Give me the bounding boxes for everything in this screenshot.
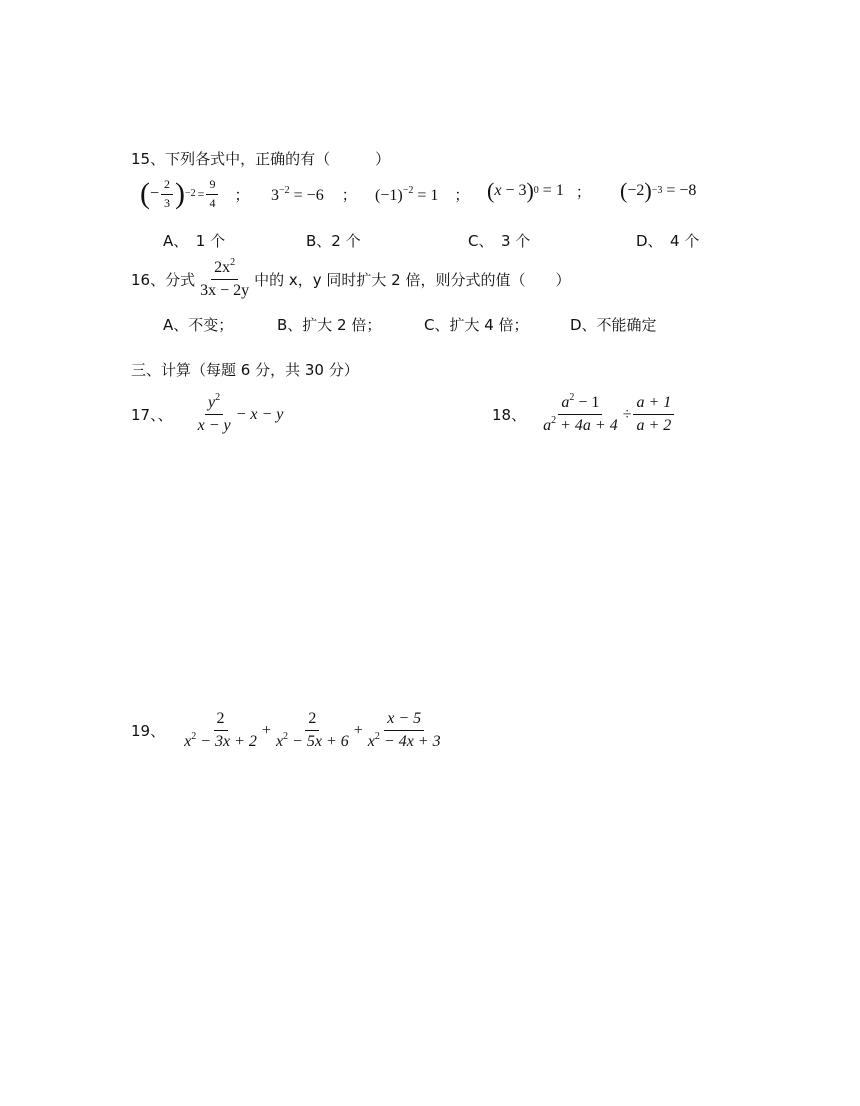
base: 3 <box>271 187 279 204</box>
q15-expr-4: ( x − 3 ) 0 = 1 ； <box>487 178 591 203</box>
q15-expr-5: ( −2 ) −3 = −8 <box>620 178 697 203</box>
q18 <box>492 394 676 436</box>
base: −2 <box>627 182 645 199</box>
minus-sign: − <box>150 185 160 203</box>
exponent: 2 <box>230 257 236 268</box>
q17-label: 17、、 <box>131 406 173 425</box>
q15-option-d: D、 4 个 <box>636 232 700 250</box>
numerator: 2x <box>214 259 231 276</box>
right-paren: ) <box>644 178 652 203</box>
denominator-rest: + 4a + 4 <box>556 417 618 435</box>
q18-fraction-1 <box>540 394 621 436</box>
q16-suffix: 中的 x，y 同时扩大 2 倍，则分式的值（ ） <box>254 271 571 290</box>
exponent: 2 <box>283 731 289 743</box>
denominator: x − y <box>197 417 231 435</box>
denominator: 3 <box>164 195 171 210</box>
exponent: 2 <box>215 392 221 403</box>
base: (−1) <box>375 187 403 204</box>
rhs: = −8 <box>666 182 697 199</box>
variable-x: x <box>367 733 375 751</box>
fraction-nine-fourths <box>206 178 218 211</box>
rhs: = 1 <box>542 182 564 199</box>
q17 <box>131 394 283 436</box>
variable-y: y <box>208 394 216 411</box>
numerator: 9 <box>206 178 218 195</box>
denominator: 3x − 2y <box>200 282 250 300</box>
q16-prefix: 16、分式 <box>131 271 196 290</box>
q16-option-c: C、扩大 4 倍； <box>424 316 529 334</box>
left-paren: ( <box>487 178 495 203</box>
separator: ； <box>234 185 250 204</box>
q15-expr-2 <box>271 184 357 205</box>
base-rest: − 3 <box>501 182 527 199</box>
equals-sign: = <box>197 186 205 201</box>
plus-sign: + <box>261 721 271 739</box>
right-paren: ) <box>526 178 534 203</box>
q15-stem: 15、下列各式中，正确的有（ ） <box>131 150 391 168</box>
q15-option-a: A、 1 个 <box>163 232 226 250</box>
exponent: −2 <box>279 185 290 196</box>
q19-fraction-3 <box>365 710 444 752</box>
numerator-rest: − 1 <box>574 394 600 411</box>
q19-fraction-2 <box>273 710 352 752</box>
variable-x: x <box>494 182 502 199</box>
variable-x: x <box>184 733 192 751</box>
exponent: −2 <box>402 185 414 196</box>
exponent: 2 <box>191 731 197 743</box>
q16-option-d: D、不能确定 <box>570 316 657 334</box>
q16-option-b: B、扩大 2 倍； <box>277 316 382 334</box>
right-paren: ) <box>175 177 186 211</box>
q17-tail: − x − y <box>235 405 284 423</box>
rhs: = −6 <box>293 187 324 204</box>
numerator: x − 5 <box>384 710 424 731</box>
denominator-rest: − 3x + 2 <box>196 733 257 751</box>
q15-option-b: B、2 个 <box>306 232 361 250</box>
q19 <box>131 710 446 752</box>
q16-stem <box>131 259 571 301</box>
separator: ； <box>341 186 357 204</box>
denominator: 4 <box>209 195 216 210</box>
exponent: 2 <box>551 415 557 427</box>
q19-label: 19、 <box>131 722 166 741</box>
exponent: 2 <box>569 392 575 403</box>
variable-x: x <box>275 733 284 751</box>
q18-label: 18、 <box>492 406 527 425</box>
denominator-rest: − 5x + 6 <box>288 733 349 751</box>
numerator: 2 <box>161 178 173 195</box>
fraction-two-thirds <box>161 178 173 211</box>
q17-fraction <box>195 394 234 436</box>
numerator: 2 <box>305 710 319 731</box>
q15-option-c: C、 3 个 <box>468 232 531 250</box>
q16-option-a: A、不变； <box>163 316 234 334</box>
left-paren: ( <box>140 177 150 211</box>
q15-expr-3 <box>375 184 469 205</box>
plus-sign: + <box>353 721 363 739</box>
q18-fraction-2 <box>633 394 674 436</box>
left-paren: ( <box>620 178 628 203</box>
q19-fraction-1 <box>181 710 260 752</box>
variable-a: a <box>561 394 570 411</box>
denominator: a + 2 <box>636 417 672 435</box>
numerator: a + 1 <box>633 394 674 415</box>
denominator-rest: − 4x + 3 <box>379 733 441 751</box>
q16-fraction <box>197 259 252 301</box>
section-heading: 三、计算（每题 6 分，共 30 分） <box>131 361 359 379</box>
rhs: = 1 <box>417 187 439 204</box>
divide-sign: ÷ <box>622 405 632 423</box>
exponent: 2 <box>374 731 380 743</box>
separator: ； <box>454 186 470 204</box>
variable-a: a <box>543 417 552 435</box>
separator: ； <box>575 182 591 201</box>
q15-expr-1: ( − $\frac{2}{3}$ ) −2 = $\frac{9}{4}$ ； <box>140 177 250 211</box>
numerator: 2 <box>214 710 228 731</box>
